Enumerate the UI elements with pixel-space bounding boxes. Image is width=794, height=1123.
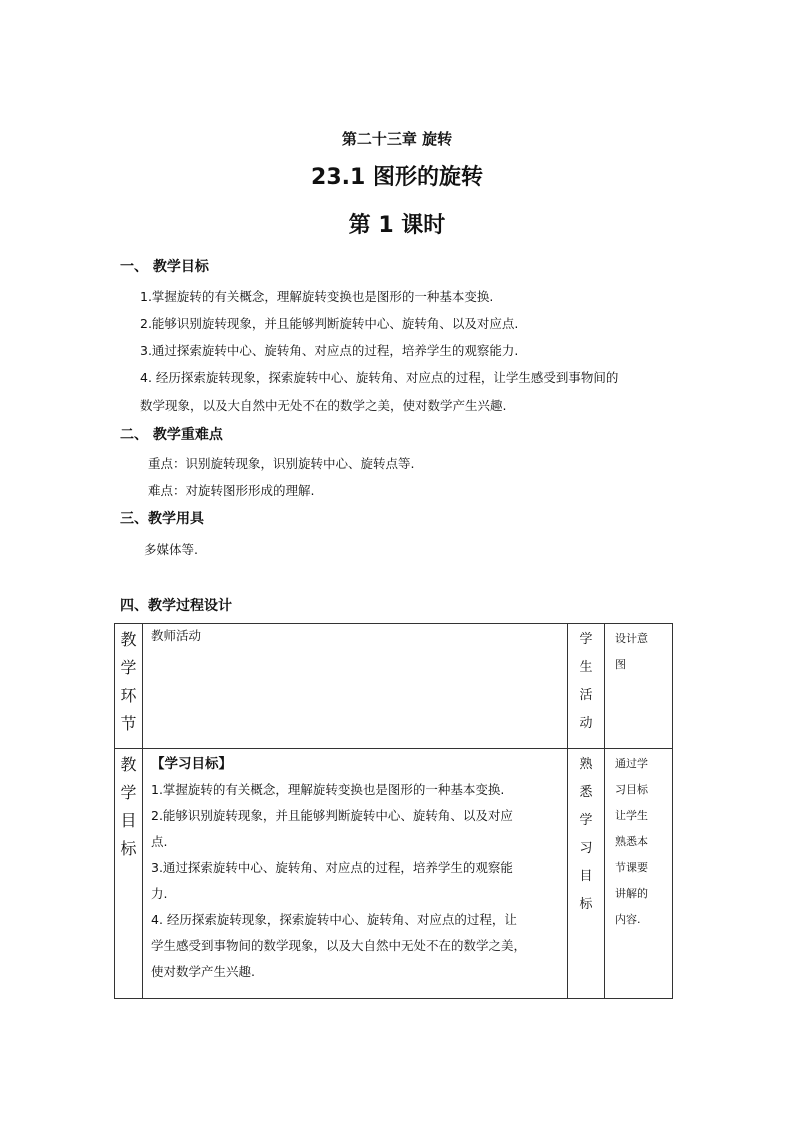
chapter-title: 第二十三章 旋转 [341, 130, 453, 148]
goal-1: 1.掌握旋转的有关概念，理解旋转变换也是图形的一种基本变换. [140, 289, 494, 304]
activity-line: 4. 经历探索旋转现象，探索旋转中心、旋转角、对应点的过程，让 [151, 912, 517, 927]
process-table [114, 623, 673, 999]
learning-goals-heading: 【学习目标】 [151, 756, 232, 772]
activity-line: 3.通过探索旋转中心、旋转角、对应点的过程，培养学生的观察能 [151, 860, 513, 875]
difficult-point: 难点：对旋转图形形成的理解. [148, 483, 315, 498]
row-teacher-activity [143, 749, 568, 999]
header-intent: 设计意 图 [605, 624, 673, 749]
lesson-subtitle: 第 1 课时 [348, 213, 446, 238]
activity-line: 2.能够识别旋转现象，并且能够判断旋转中心、旋转角、以及对应 [151, 808, 513, 823]
section-1-heading: 一、 教学目标 [120, 259, 209, 275]
header-student: 学 生 活 动 [568, 624, 605, 749]
lesson-title: 23.1 图形的旋转 [311, 165, 483, 190]
goal-4: 4. 经历探索旋转现象，探索旋转中心、旋转角、对应点的过程，让学生感受到事物间的 [140, 370, 619, 385]
header-teacher: 教师活动 [143, 624, 568, 749]
section-3-heading: 三、教学用具 [120, 511, 204, 527]
activity-line: 力. [151, 886, 168, 901]
row-design-intent: 通过学 习目标 让学生 熟悉本 节课要 讲解的 内容. [605, 749, 673, 999]
key-point: 重点：识别旋转现象，识别旋转中心、旋转点等. [148, 456, 415, 471]
activity-line: 使对数学产生兴趣. [151, 964, 255, 979]
row-student-activity: 熟 悉 学 习 目 标 [568, 749, 605, 999]
teaching-tools: 多媒体等. [144, 542, 198, 557]
activity-line: 学生感受到事物间的数学现象，以及大自然中无处不在的数学之美， [151, 938, 527, 953]
activity-line: 点. [151, 834, 168, 849]
header-stage: 教 学 环 节 [115, 624, 143, 749]
goal-3: 3.通过探索旋转中心、旋转角、对应点的过程，培养学生的观察能力. [140, 343, 519, 358]
row-stage: 教 学 目 标 [115, 749, 143, 999]
activity-line: 1.掌握旋转的有关概念，理解旋转变换也是图形的一种基本变换. [151, 782, 505, 797]
table-header-row [115, 624, 673, 749]
goal-2: 2.能够识别旋转现象，并且能够判断旋转中心、旋转角、以及对应点. [140, 316, 519, 331]
goal-4-cont: 数学现象，以及大自然中无处不在的数学之美，使对数学产生兴趣. [140, 398, 507, 413]
table-row [115, 749, 673, 999]
section-4-heading: 四、教学过程设计 [120, 598, 232, 614]
section-2-heading: 二、 教学重难点 [120, 427, 223, 443]
